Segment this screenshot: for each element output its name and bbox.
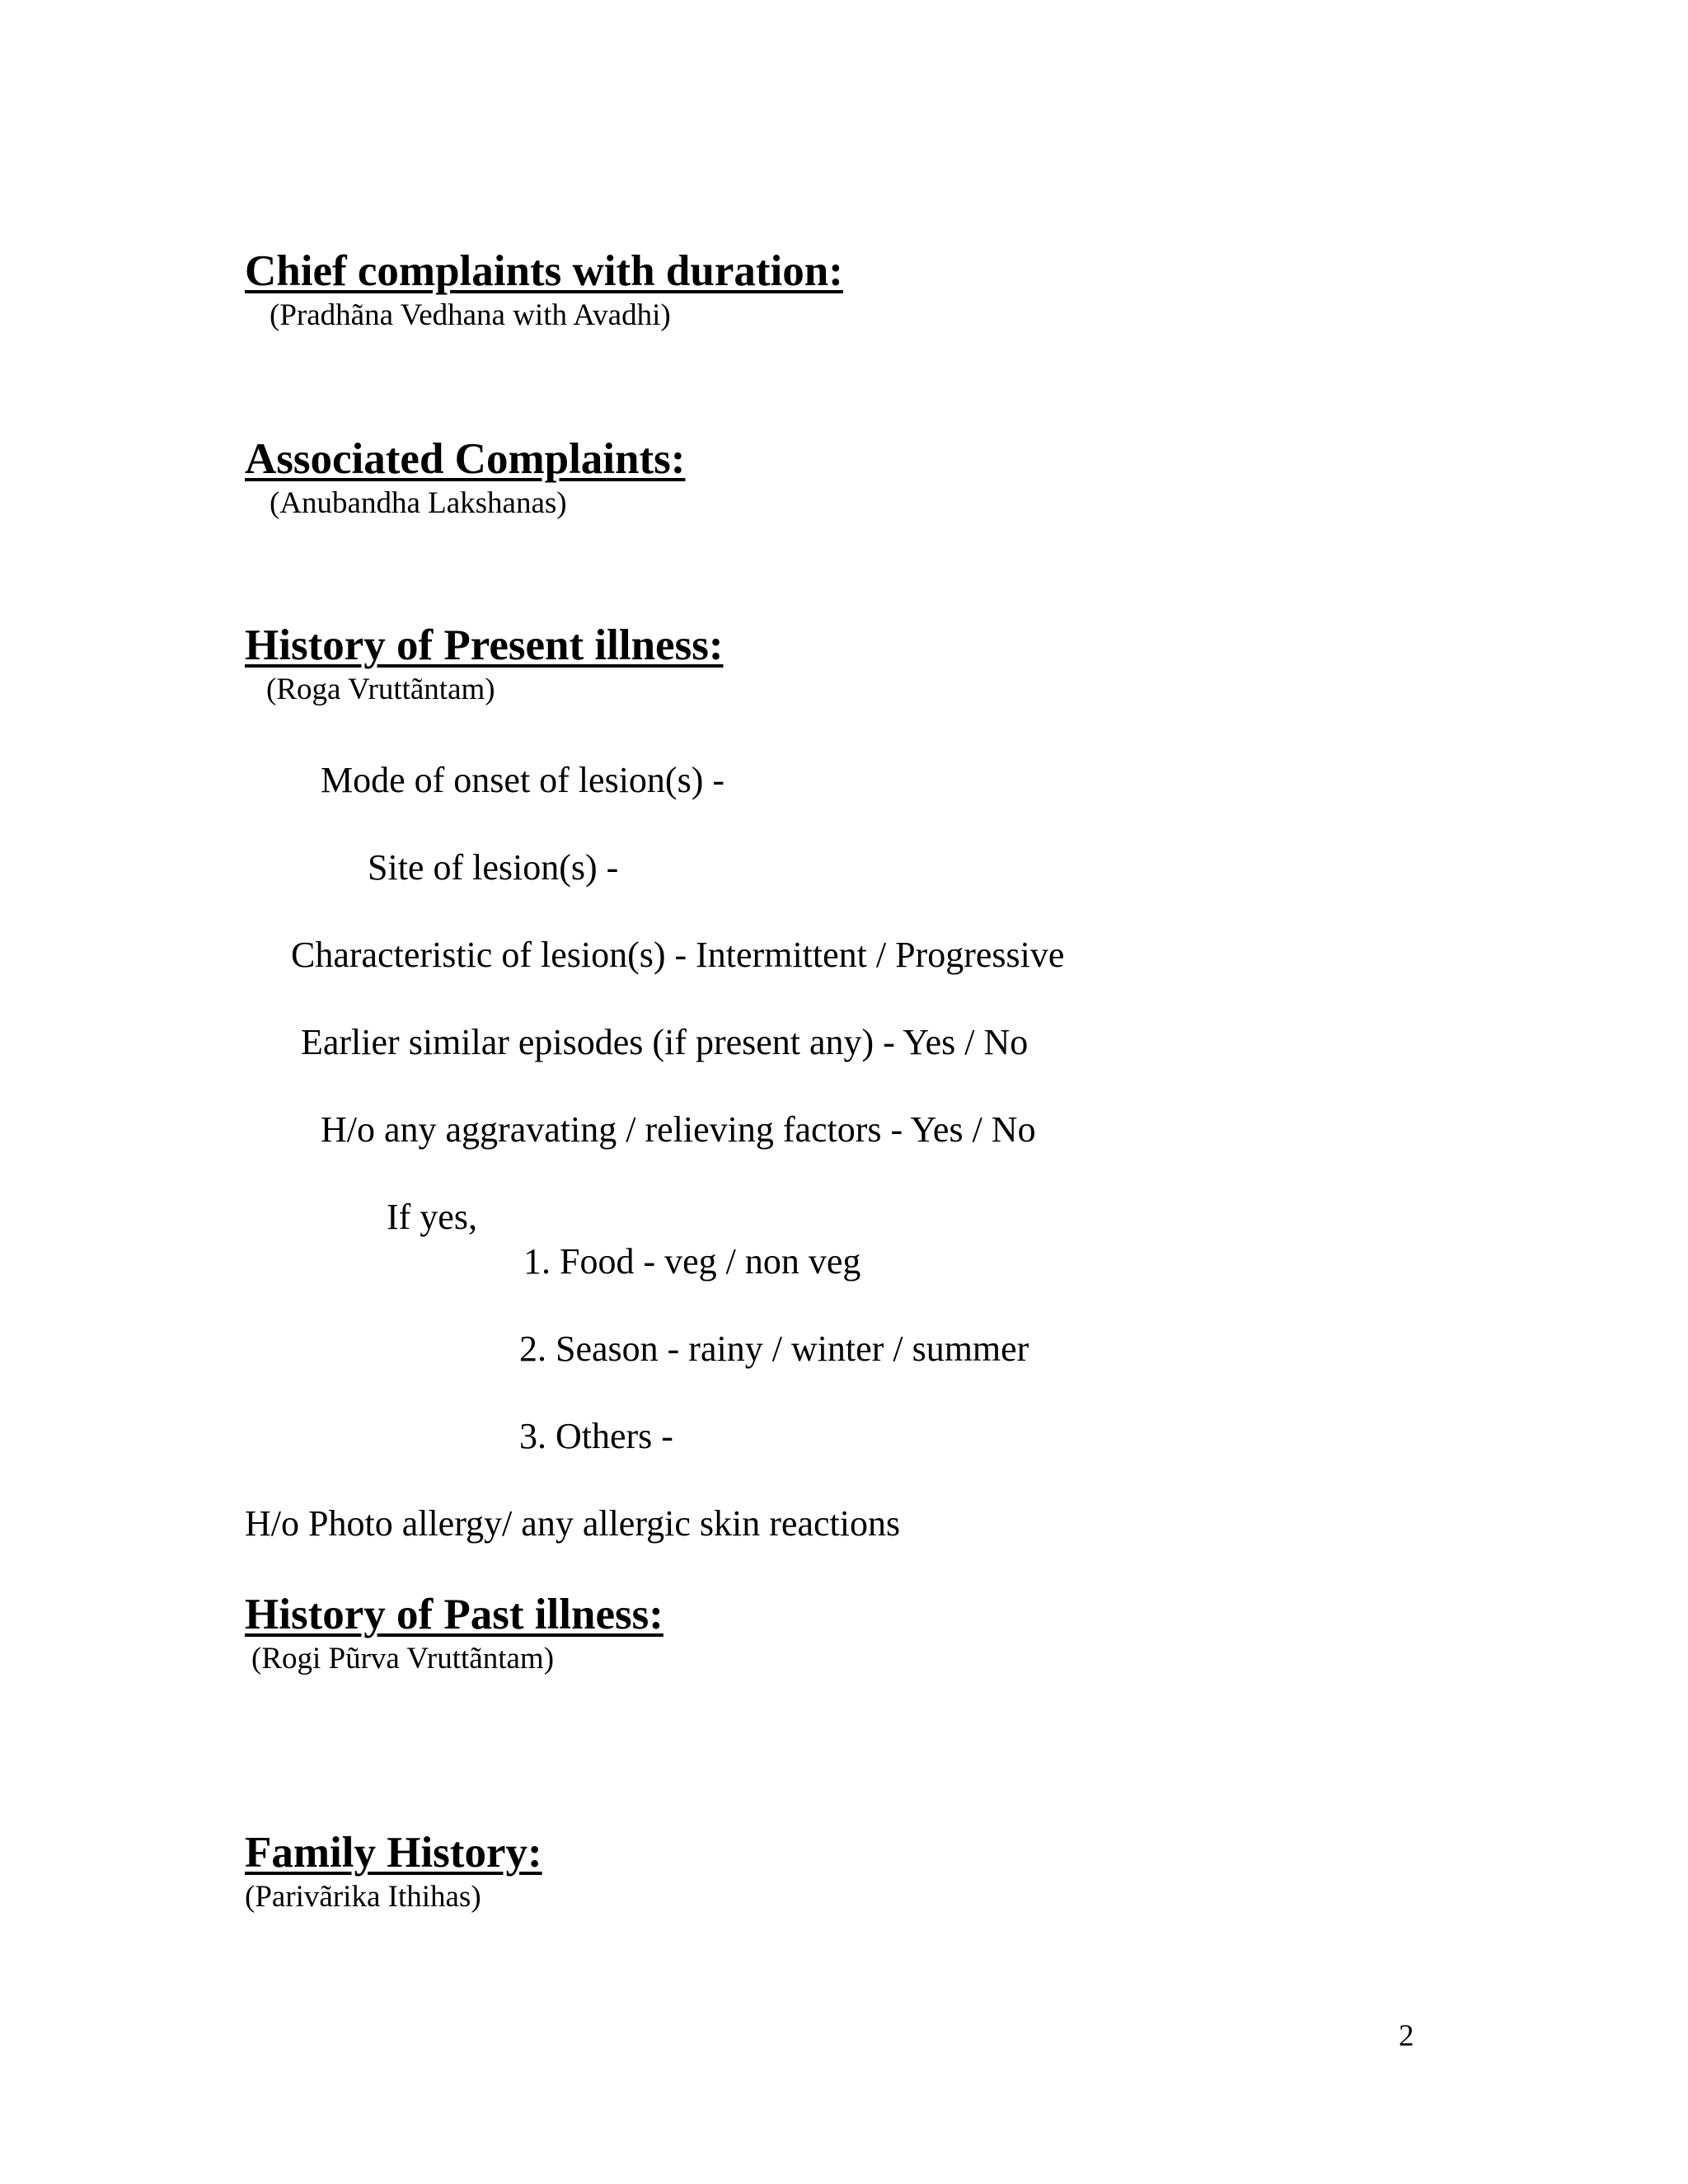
mode-of-onset-line: Mode of onset of lesion(s) - — [321, 760, 725, 800]
photo-allergy-line: H/o Photo allergy/ any allergic skin reactions — [245, 1503, 901, 1544]
associated-complaints-subtitle: (Anubandha Lakshanas) — [270, 486, 567, 520]
present-illness-heading: History of Present illness: — [245, 621, 724, 669]
chief-complaints-subtitle: (Pradhãna Vedhana with Avadhi) — [270, 298, 671, 332]
page-number: 2 — [1399, 2019, 1414, 2053]
season-line: 2. Season - rainy / winter / summer — [519, 1329, 1029, 1369]
family-history-subtitle: (Parivãrika Ithihas) — [245, 1880, 481, 1914]
family-history-heading: Family History: — [245, 1829, 542, 1877]
food-line: 1. Food - veg / non veg — [523, 1241, 861, 1282]
earlier-episodes-line: Earlier similar episodes (if present any) - Yes / No — [301, 1022, 1029, 1062]
if-yes-line: If yes, — [387, 1197, 477, 1237]
aggravating-factors-line: H/o any aggravating / relieving factors - Yes / No — [321, 1109, 1036, 1150]
past-illness-heading: History of Past illness: — [245, 1591, 663, 1638]
past-illness-subtitle: (Rogi Pũrva Vruttãntam) — [251, 1642, 555, 1675]
associated-complaints-heading: Associated Complaints: — [245, 435, 686, 483]
chief-complaints-heading: Chief complaints with duration: — [245, 247, 843, 295]
characteristic-line: Characteristic of lesion(s) - Intermittent / Progressive — [291, 935, 1065, 975]
site-of-lesion-line: Site of lesion(s) - — [368, 847, 619, 888]
others-line: 3. Others - — [519, 1416, 673, 1456]
present-illness-subtitle: (Roga Vruttãntam) — [266, 673, 495, 706]
